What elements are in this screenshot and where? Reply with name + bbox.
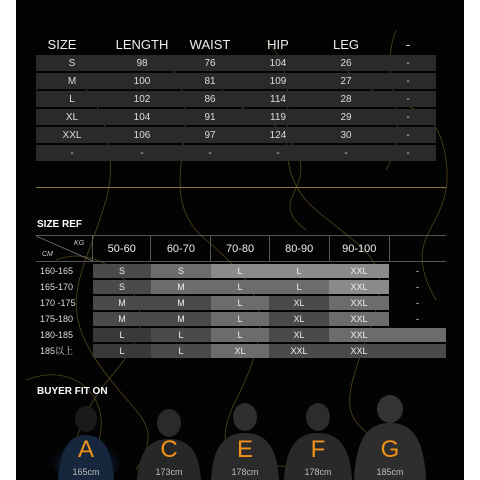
cell-size: S (68, 57, 76, 69)
size-cell: M (151, 312, 211, 326)
cell-size: XL (65, 111, 79, 123)
size-cell: L (93, 344, 151, 358)
cell-hip: 109 (269, 75, 287, 87)
cell-waist: 86 (204, 93, 216, 105)
size-cell: L (211, 328, 269, 342)
size-cell: XL (269, 296, 329, 310)
cell-length: 98 (136, 57, 148, 69)
cell-extra: - (406, 111, 410, 123)
cell-hip: 114 (270, 93, 286, 105)
size-cell: XXL (329, 264, 389, 278)
cell-size: L (69, 93, 75, 105)
cell-extra: - (406, 147, 410, 159)
weight-col-header: 90-100 (329, 236, 389, 261)
cell-hip: 124 (269, 129, 287, 141)
height-range: 185以上 (40, 346, 74, 356)
header-size: SIZE (47, 37, 77, 52)
size-cell: - (416, 297, 419, 308)
table-row (36, 311, 446, 326)
table-row (36, 327, 446, 342)
size-table-body (36, 55, 436, 163)
weight-col-header: 80-90 (269, 236, 329, 261)
cell-waist: 97 (204, 129, 216, 141)
size-cell: S (93, 280, 151, 294)
buyer-figure-f (278, 395, 358, 480)
cell-leg: 27 (340, 75, 352, 87)
height-range: 170 -175 (40, 297, 76, 308)
cell-extra: - (406, 57, 410, 69)
size-cell: L (93, 328, 151, 342)
table-row (36, 295, 446, 310)
buyer-figures (16, 395, 464, 480)
size-cell (389, 328, 446, 342)
table-row (36, 127, 436, 143)
fit-height: 178cm (231, 467, 259, 477)
fit-height: 185cm (376, 467, 404, 477)
size-cell: - (416, 265, 419, 276)
size-cell: XXL (329, 328, 389, 342)
cell-waist: 81 (204, 75, 216, 87)
buyer-figure-c (129, 395, 209, 480)
cell-size: XXL (62, 129, 82, 141)
size-cell: M (151, 296, 211, 310)
cell-leg: - (344, 147, 348, 159)
size-chart-canvas (16, 0, 464, 480)
cell-waist: - (208, 147, 212, 159)
fit-letter: E (236, 436, 253, 463)
fit-letter: G (380, 436, 400, 463)
size-cell: XXL (329, 296, 389, 310)
height-range: 165-170 (40, 281, 74, 292)
cell-hip: - (276, 147, 280, 159)
table-row (36, 73, 436, 89)
table-row (36, 145, 436, 161)
size-cell: L (151, 344, 211, 358)
cell-leg: 28 (340, 93, 352, 105)
size-cell: L (211, 280, 269, 294)
size-cell: XXL (329, 280, 389, 294)
cell-length: 104 (133, 111, 151, 123)
height-range: 160-165 (40, 265, 74, 276)
size-cell: L (211, 264, 269, 278)
size-cell: L (211, 312, 269, 326)
cm-label: CM (42, 251, 53, 258)
size-cell (389, 344, 446, 358)
size-cell: XL (269, 328, 329, 342)
table-row (36, 343, 446, 358)
size-cell: L (269, 280, 329, 294)
size-cell: XL (211, 344, 269, 358)
cell-length: 102 (133, 93, 151, 105)
buyer-figure-e (205, 395, 285, 480)
size-cell: - (416, 281, 419, 292)
cell-hip: 119 (270, 111, 286, 123)
size-cell: S (93, 264, 151, 278)
cell-extra: - (406, 93, 410, 105)
size-cell: L (211, 296, 269, 310)
buyer-figure-a (46, 395, 126, 480)
fit-letter: F (310, 436, 326, 463)
size-cell: L (151, 328, 211, 342)
kg-label: KG (74, 240, 85, 247)
cell-length: 106 (133, 129, 151, 141)
header-hip: HIP (267, 37, 289, 52)
header-length: LENGTH (115, 37, 169, 52)
fit-letter: A (77, 436, 94, 463)
weight-col-header: 50-60 (92, 236, 150, 261)
size-cell: M (93, 296, 151, 310)
weight-col-header: 70-80 (210, 236, 268, 261)
cell-hip: 104 (269, 57, 287, 69)
cell-length: 100 (133, 75, 151, 87)
fit-letter: C (160, 436, 178, 463)
size-cell: S (151, 264, 211, 278)
cell-leg: 26 (340, 57, 352, 69)
cell-size: - (70, 147, 74, 159)
size-cell: XL (269, 312, 329, 326)
cell-waist: 91 (204, 111, 216, 123)
size-cell: L (269, 264, 329, 278)
height-range: 180-185 (40, 329, 74, 340)
size-table-header (16, 37, 464, 55)
table-row (36, 91, 436, 107)
size-cell: M (151, 280, 211, 294)
buyer-fit-title: BUYER FIT ON (37, 386, 108, 397)
size-ref-table (36, 235, 446, 358)
table-row (36, 279, 446, 294)
cell-extra: - (406, 129, 410, 141)
table-row (36, 55, 436, 71)
header-extra: - (405, 37, 411, 52)
weight-col-header (389, 236, 446, 261)
size-ref-title: SIZE REF (37, 219, 83, 230)
cell-waist: 76 (204, 57, 216, 69)
section-divider (36, 187, 446, 188)
size-cell: XXL (329, 344, 389, 358)
buyer-figure-g (350, 395, 430, 480)
size-cell: XXL (329, 312, 389, 326)
cell-leg: 29 (340, 111, 352, 123)
table-row (36, 109, 436, 125)
kg-cm-corner-cell (36, 236, 92, 261)
size-cell: M (93, 312, 151, 326)
fit-height: 165cm (72, 467, 100, 477)
size-ref-header (36, 235, 446, 262)
cell-size: M (67, 75, 77, 87)
size-cell: XXL (269, 344, 329, 358)
header-leg: LEG (332, 37, 359, 52)
fit-height: 178cm (304, 467, 332, 477)
cell-extra: - (406, 75, 410, 87)
cell-length: - (140, 147, 144, 159)
table-row (36, 263, 446, 278)
weight-col-header: 60-70 (150, 236, 210, 261)
fit-height: 173cm (155, 467, 183, 477)
height-range: 175-180 (40, 313, 74, 324)
size-cell: - (416, 313, 419, 324)
header-waist: WAIST (189, 37, 231, 52)
cell-leg: 30 (340, 129, 352, 141)
